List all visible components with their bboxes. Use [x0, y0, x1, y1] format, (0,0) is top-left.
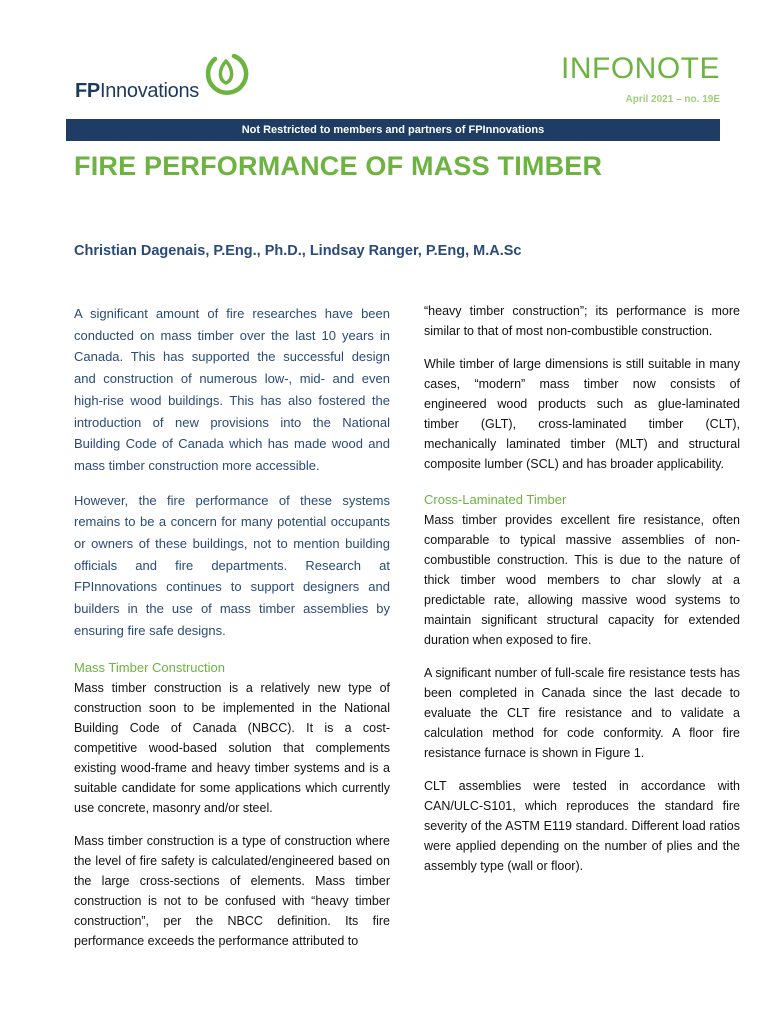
- body-paragraph: Mass timber construction is a relatively new type of construction soon to be implemented in the National Building Code of Canada (NBCC). It is a cost-competitive wood-based solution that complements existing wood-frame and heavy timber systems and is a suitable candidate for some applications which currently use concrete, masonry and/or steel.: [74, 680, 390, 815]
- intro-paragraph-2: However, the fire performance of these systems remains to be a concern for many potential occupants or owners of these buildings, not to mention building officials and fire departments. Research at FPInnovations continues to support designers and builders in the use of mass timber assemblies by ensuring fire safe designs.: [74, 492, 390, 638]
- section-heading-mass-timber-construction: Mass Timber Construction: [74, 659, 225, 675]
- left-column: [74, 303, 390, 964]
- section-heading-cross-laminated-timber: Cross-Laminated Timber: [424, 492, 567, 507]
- body-paragraph: Mass timber construction is a type of construction where the level of fire safety is calculated/engineered based on the large cross-sections of elements. Mass timber construction is not to be confused with “heavy timber construction”, per the NBCC definition. Its fire performance exceeds the performance attributed to: [74, 833, 390, 948]
- logo-wordmark: FPInnovations: [75, 80, 199, 102]
- page-title: FIRE PERFORMANCE OF MASS TIMBER: [74, 151, 603, 181]
- authors-line: Christian Dagenais, P.Eng., Ph.D., Lindsay Ranger, P.Eng, M.A.Sc: [74, 243, 522, 259]
- body-paragraph: CLT assemblies were tested in accordance with CAN/ULC-S101, which reproduces the standard fire severity of the ASTM E119 standard. Different load ratios were applied depending on the number of plies and the assembly type (wall or floor).: [424, 779, 740, 873]
- access-banner: Not Restricted to members and partners of FPInnovations: [66, 119, 720, 141]
- body-paragraph: “heavy timber construction”; its performance is more similar to that of most non-combustible construction.: [424, 304, 740, 338]
- right-column: [424, 301, 740, 889]
- body-paragraph: Mass timber provides excellent fire resistance, often comparable to typical massive assemblies of non-combustible construction. This is due to the nature of thick timber wood members to char slowly at a predictable rate, allowing massive wood systems to maintain significant structural capacity for extended duration when exposed to fire.: [424, 513, 740, 647]
- fpinnovations-logo: [75, 50, 255, 110]
- body-paragraph: A significant number of full-scale fire resistance tests has been completed in Canada since the last decade to evaluate the CLT fire resistance and to validate a calculation method for code conformity. A floor fire resistance furnace is shown in Figure 1.: [424, 666, 740, 760]
- leaf-icon: [203, 50, 249, 96]
- issue-date: April 2021 – no. 19E: [625, 94, 720, 105]
- intro-paragraph-1: A significant amount of fire researches have been conducted on mass timber over the last 10 years in Canada. This has supported the successful design and construction of numerous low-, mid- and even high-rise wood buildings. This has also fostered the introduction of new provisions into the National Building Code of Canada which has made wood and mass timber construction more accessible.: [74, 306, 390, 473]
- doc-type-label: INFONOTE: [561, 52, 720, 85]
- body-paragraph: While timber of large dimensions is still suitable in many cases, “modern” mass timber now consists of engineered wood products such as glue-laminated timber (GLT), cross-laminated timber (CLT), mechanically laminated timber (MLT) and structural composite lumber (SCL) and has broader applicability.: [424, 357, 740, 471]
